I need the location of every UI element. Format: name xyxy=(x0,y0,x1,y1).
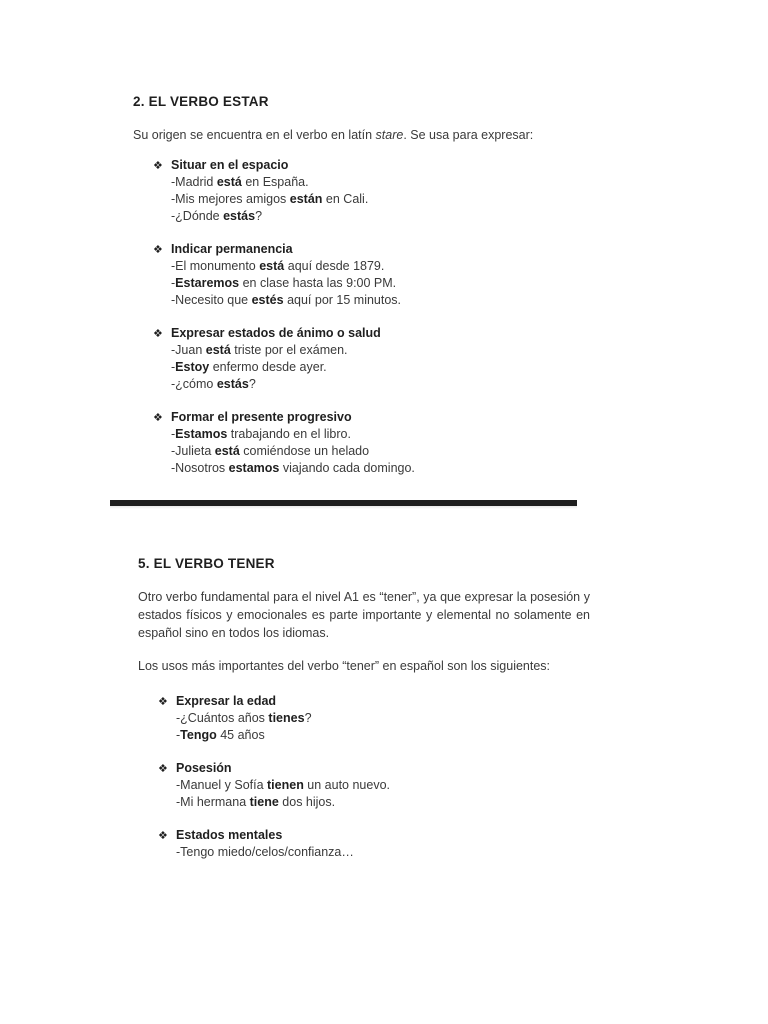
usage-item xyxy=(153,409,583,477)
example-sentence: -Mi hermana tiene dos hijos. xyxy=(176,795,336,809)
example-sentence: -Estaremos en clase hasta las 9:00 PM. xyxy=(171,276,397,290)
diamond-bullet-icon: ❖ xyxy=(153,412,163,424)
example-sentence: -El monumento está aquí desde 1879. xyxy=(171,259,385,273)
example-sentence: -Juan está triste por el exámen. xyxy=(171,343,348,357)
intro-text: Su origen se encuentra en el verbo en latín xyxy=(133,128,376,142)
usage-item xyxy=(158,827,590,861)
usage-list xyxy=(158,693,590,861)
example-sentence: -¿Cuántos años tienes? xyxy=(176,711,312,725)
diamond-bullet-icon: ❖ xyxy=(158,763,168,775)
usage-title: Situar en el espacio xyxy=(171,158,289,172)
usage-item xyxy=(153,157,583,225)
example-sentence: -Manuel y Sofía tienen un auto nuevo. xyxy=(176,778,391,792)
example-sentence: -¿Dónde estás? xyxy=(171,209,263,223)
usage-title: Expresar la edad xyxy=(176,694,277,708)
usage-item xyxy=(153,325,583,393)
section-heading: 2. EL VERBO ESTAR xyxy=(133,94,269,109)
example-sentence: -Necesito que estés aquí por 15 minutos. xyxy=(171,293,402,307)
example-sentence: -Tengo 45 años xyxy=(176,728,265,742)
usage-title: Posesión xyxy=(176,761,232,775)
section-heading: 5. EL VERBO TENER xyxy=(138,556,275,571)
usage-list xyxy=(153,157,583,477)
example-sentence: -Mis mejores amigos están en Cali. xyxy=(171,192,369,206)
diamond-bullet-icon: ❖ xyxy=(158,830,168,842)
diamond-bullet-icon: ❖ xyxy=(158,696,168,708)
example-sentence: -Nosotros estamos viajando cada domingo. xyxy=(171,461,415,475)
usage-title: Expresar estados de ánimo o salud xyxy=(171,326,381,340)
example-sentence: -Tengo miedo/celos/confianza… xyxy=(176,845,354,859)
example-sentence: -Julieta está comiéndose un helado xyxy=(171,444,370,458)
section-intro-uses: Los usos más importantes del verbo “tener” en español son los siguientes: xyxy=(138,659,551,673)
page-divider-shadow xyxy=(110,506,577,509)
diamond-bullet-icon: ❖ xyxy=(153,160,163,172)
intro-text-end: . Se usa para expresar: xyxy=(403,128,534,142)
example-sentence: -¿cómo estás? xyxy=(171,377,256,391)
diamond-bullet-icon: ❖ xyxy=(153,328,163,340)
usage-title: Indicar permanencia xyxy=(171,242,293,256)
usage-item xyxy=(158,693,590,744)
section-intro xyxy=(133,126,583,144)
usage-title: Formar el presente progresivo xyxy=(171,410,352,424)
diamond-bullet-icon: ❖ xyxy=(153,244,163,256)
example-sentence: -Estamos trabajando en el libro. xyxy=(171,427,351,441)
usage-item xyxy=(153,241,583,309)
example-sentence: -Estoy enfermo desde ayer. xyxy=(171,360,327,374)
usage-title: Estados mentales xyxy=(176,828,283,842)
section-verbo-tener xyxy=(138,554,590,877)
usage-item xyxy=(158,760,590,811)
section-intro: Otro verbo fundamental para el nivel A1 es “tener”, ya que expresar la posesión y estados físicos y emocionales es parte importante y elemental no solamente en español sino en todos los idiomas. xyxy=(138,590,590,640)
intro-latin-word: stare xyxy=(375,128,404,142)
example-sentence: -Madrid está en España. xyxy=(171,175,309,189)
section-verbo-estar xyxy=(133,92,583,493)
